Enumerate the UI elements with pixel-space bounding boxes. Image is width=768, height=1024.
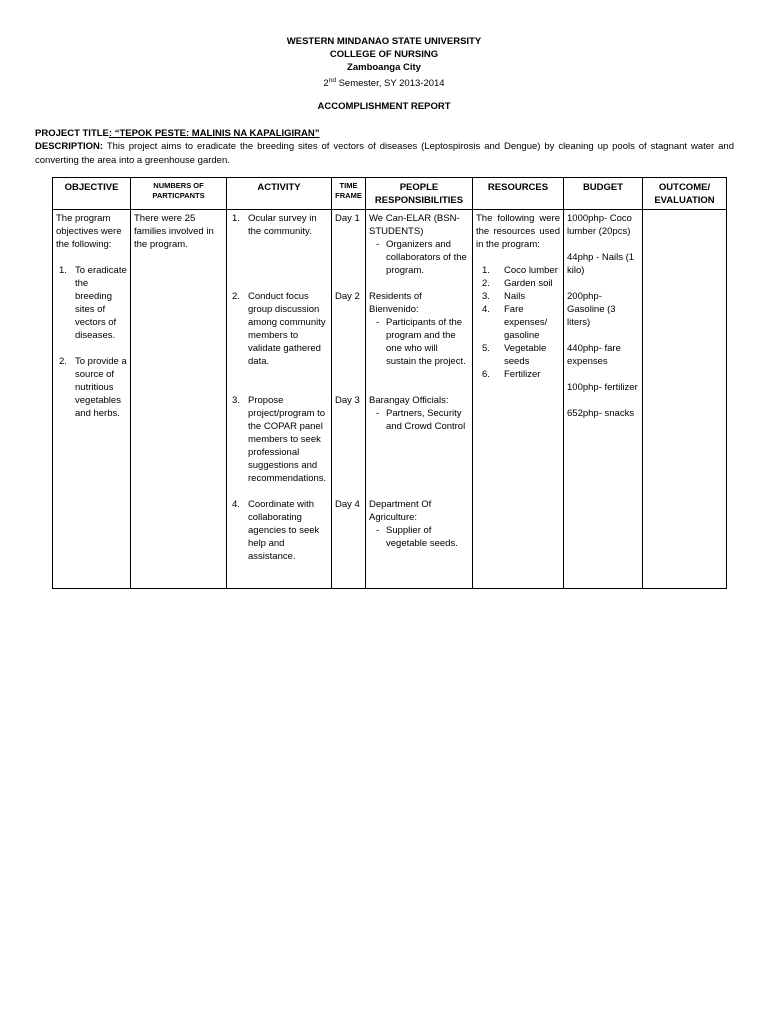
- people-group-name: We Can-ELAR (BSN-STUDENTS): [369, 213, 460, 237]
- people-group-name: Residents of Bienvenido:: [369, 291, 422, 315]
- time-frame-item: Day 4: [335, 499, 360, 510]
- table-row: [53, 210, 727, 589]
- activity-item: 3. Propose project/program to the COPAR panel members to seek professional suggestions and recommendations.: [232, 395, 327, 484]
- budget-cell: [564, 210, 643, 589]
- participants-cell: There were 25 families involved in the program.: [131, 210, 227, 589]
- accomplishment-table: [52, 177, 727, 589]
- project-title-line: [35, 127, 735, 140]
- header-time-frame: TIME FRAME: [332, 178, 366, 210]
- budget-item: 652php- snacks: [567, 408, 635, 419]
- outcome-cell: [643, 210, 727, 589]
- time-frame-item: Day 1: [335, 213, 360, 224]
- time-frame-cell: [332, 210, 366, 589]
- resources-intro: The following were the resources used in the program:: [476, 213, 560, 250]
- people-group: Barangay Officials: - Partners, Security and Crowd Control: [369, 394, 469, 498]
- header-objective: OBJECTIVE: [53, 178, 131, 210]
- activity-item: 2. Conduct focus group discussion among community members to validate gathered data.: [232, 291, 326, 367]
- time-frame-item: Day 3: [335, 395, 360, 406]
- resource-item: 4. Fare expenses/ gasoline: [482, 304, 548, 341]
- budget-item: 440php- fare expenses: [567, 343, 621, 367]
- objective-item: 1. To eradicate the breeding sites of vectors of diseases.: [59, 265, 127, 341]
- header-resources: RESOURCES: [473, 178, 564, 210]
- objective-intro: The program objectives were the following:: [56, 213, 122, 250]
- table-header-row: [53, 178, 727, 210]
- report-title: ACCOMPLISHMENT REPORT: [317, 101, 451, 112]
- resource-item: 1. Coco lumber: [482, 265, 558, 276]
- budget-item: 200php- Gasoline (3 liters): [567, 291, 616, 328]
- budget-item: 1000php- Coco lumber (20pcs): [567, 213, 632, 237]
- objective-list: [56, 264, 127, 420]
- people-group-name: Barangay Officials:: [369, 395, 449, 406]
- resource-item: 3. Nails: [482, 291, 526, 302]
- project-title: : “TEPOK PESTE: MALINIS NA KAPALIGIRAN”: [108, 128, 320, 139]
- people-role: Participants of the program and the one who will sustain the project.: [386, 317, 466, 367]
- document-header: [0, 35, 768, 90]
- header-activity: ACTIVITY: [227, 178, 332, 210]
- people-cell: [366, 210, 473, 589]
- description-label: DESCRIPTION:: [35, 141, 104, 152]
- header-people: PEOPLE RESPONSIBILITIES: [366, 178, 473, 210]
- people-role: Partners, Security and Crowd Control: [386, 408, 466, 432]
- university-name: WESTERN MINDANAO STATE UNIVERSITY: [286, 36, 482, 47]
- header-participants: NUMBERS OF PARTICPANTS: [131, 178, 227, 210]
- resources-cell: [473, 210, 564, 589]
- people-group-name: Department Of Agriculture:: [369, 499, 432, 523]
- college-name: COLLEGE OF NURSING: [329, 49, 439, 60]
- time-frame-item: Day 2: [335, 291, 360, 302]
- resource-item: 2. Garden soil: [482, 278, 553, 289]
- resource-item: 6. Fertilizer: [482, 369, 541, 380]
- city-name: Zamboanga City: [347, 62, 421, 73]
- people-role: Organizers and collaborators of the program.: [386, 239, 467, 276]
- project-title-label: PROJECT TITLE: [35, 128, 109, 139]
- header-outcome: OUTCOME/ EVALUATION: [643, 178, 727, 210]
- resource-item: 5. Vegetable seeds: [482, 343, 547, 367]
- activity-item: 4. Coordinate with collaborating agencies to seek help and assistance.: [232, 499, 320, 562]
- budget-item: 100php- fertilizer: [567, 382, 638, 393]
- budget-list: [567, 212, 639, 420]
- description-text: This project aims to eradicate the breeding sites of vectors of diseases (Leptospirosis and Dengue) by cleaning up pools of stagnant water and converting the area into a greenhouse garden.: [35, 141, 734, 166]
- description: [35, 140, 734, 168]
- objective-item: 2. To provide a source of nutritious vegetables and herbs.: [59, 356, 127, 419]
- people-group: We Can-ELAR (BSN-STUDENTS) - Organizers and collaborators of the program.: [369, 212, 469, 290]
- activity-list: [230, 212, 328, 563]
- resources-list: [476, 264, 560, 381]
- activity-item: 1. Ocular survey in the community.: [232, 213, 317, 237]
- semester-line: 2nd Semester, SY 2013-2014: [323, 77, 445, 90]
- people-group: Department Of Agriculture: - Supplier of vegetable seeds.: [369, 498, 469, 550]
- header-budget: BUDGET: [564, 178, 643, 210]
- activity-cell: [227, 210, 332, 589]
- budget-item: 44php - Nails (1 kilo): [567, 252, 635, 276]
- people-group: Residents of Bienvenido: - Participants of the program and the one who will sustain the project.: [369, 290, 469, 394]
- people-role: Supplier of vegetable seeds.: [386, 525, 458, 549]
- objective-cell: [53, 210, 131, 589]
